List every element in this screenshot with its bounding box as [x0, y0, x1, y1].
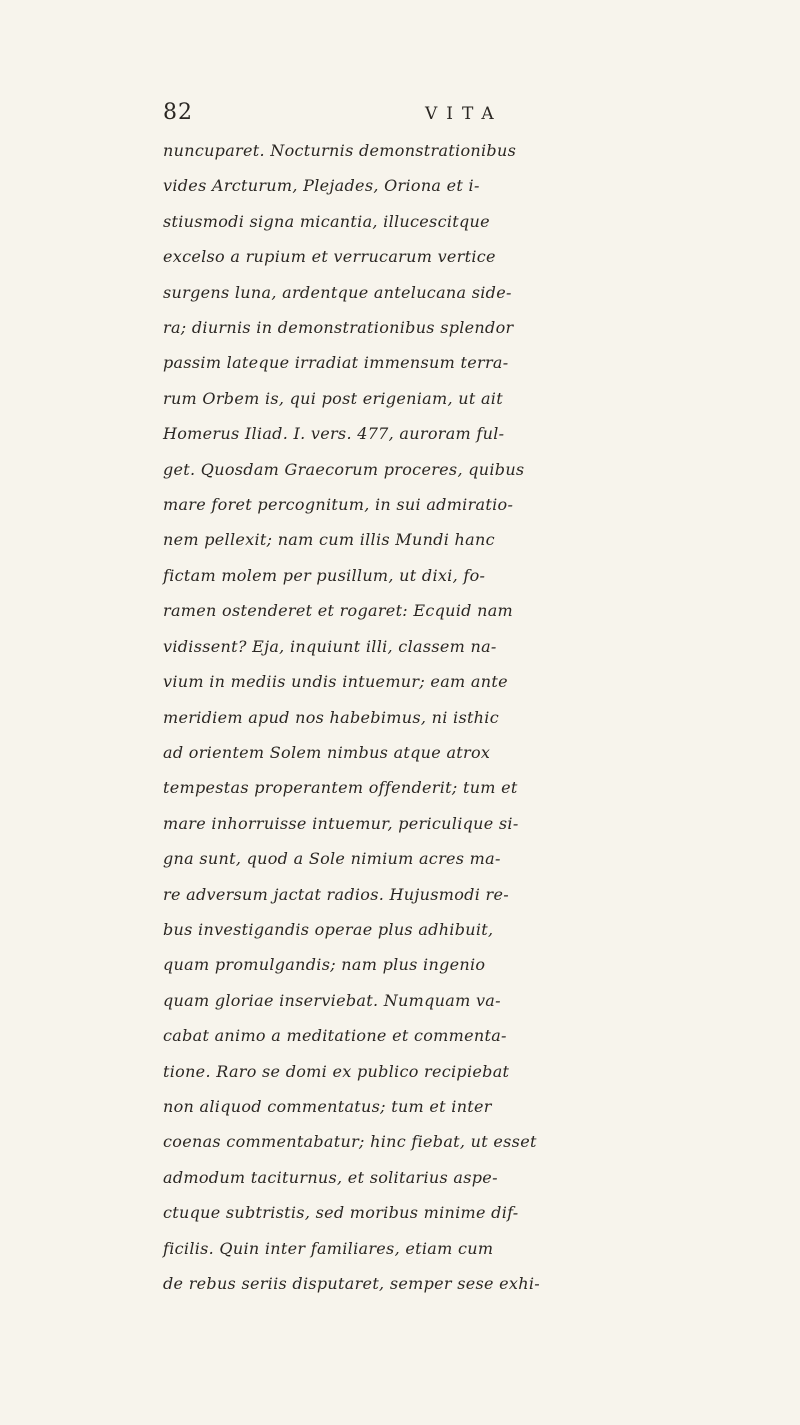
text-line: re adversum jactat radios. Hujusmodi re- [163, 884, 509, 904]
text-line: de rebus seriis disputaret, semper sese exhi- [163, 1274, 540, 1293]
text-line: gna sunt, quod a Sole nimium acres ma- [163, 849, 501, 869]
text-line: ficilis. Quin inter familiares, etiam cum [163, 1238, 494, 1258]
text-line: ctuque subtristis, sed moribus minime dif- [163, 1203, 519, 1223]
text-line: meridiem apud nos habebimus, ni isthic [163, 707, 499, 727]
text-line: get. Quosdam Graecorum proceres, quibus [163, 459, 525, 479]
text-line: surgens luna, ardentque antelucana side- [163, 282, 512, 302]
text-line: nuncuparet. Nocturnis demonstrationibus [163, 141, 517, 160]
text-line: stiusmodi signa micantia, illucescitque [163, 211, 490, 231]
text-line: admodum taciturnus, et solitarius aspe- [163, 1167, 498, 1187]
text-line: quam promulgandis; nam plus ingenio [163, 955, 486, 975]
text-line: tione. Raro se domi ex publico recipiebat [163, 1061, 510, 1081]
text-line: mare inhorruisse intuemur, periculique si- [163, 813, 519, 833]
text-line: ad orientem Solem nimbus atque atrox [163, 742, 491, 762]
text-line: mare foret percognitum, in sui admiratio- [163, 495, 514, 515]
text-line: passim lateque irradiat immensum terra- [163, 353, 509, 373]
text-line: fictam molem per pusillum, ut dixi, fo- [163, 565, 486, 585]
text-line: excelso a rupium et verrucarum vertice [163, 247, 496, 267]
body-text [163, 133, 800, 1301]
page-header [163, 100, 663, 130]
text-line: Homerus Iliad. I. vers. 477, auroram ful- [163, 424, 505, 444]
running-head: VITA [425, 104, 503, 124]
text-line: bus investigandis operae plus adhibuit, [163, 919, 494, 939]
text-line: cabat animo a meditatione et commenta- [163, 1026, 507, 1046]
text-line: vidissent? Eja, inquiunt illi, classem na- [163, 636, 497, 656]
text-line: non aliquod commentatus; tum et inter [163, 1096, 492, 1116]
text-line: vium in mediis undis intuemur; eam ante [163, 672, 508, 692]
text-line: nem pellexit; nam cum illis Mundi hanc [163, 530, 495, 550]
text-line: tempestas properantem offenderit; tum et [163, 778, 518, 798]
text-line: coenas commentabatur; hinc fiebat, ut esset [163, 1132, 537, 1152]
page-number: 82 [163, 100, 193, 125]
text-line: rum Orbem is, qui post erigeniam, ut ait [163, 388, 503, 408]
text-line: ramen ostenderet et rogaret: Ecquid nam [163, 601, 514, 621]
text-line: ra; diurnis in demonstrationibus splendor [163, 318, 514, 338]
text-line: quam gloriae inserviebat. Numquam va- [163, 990, 501, 1010]
text-line: vides Arcturum, Plejades, Oriona et i- [163, 176, 480, 196]
